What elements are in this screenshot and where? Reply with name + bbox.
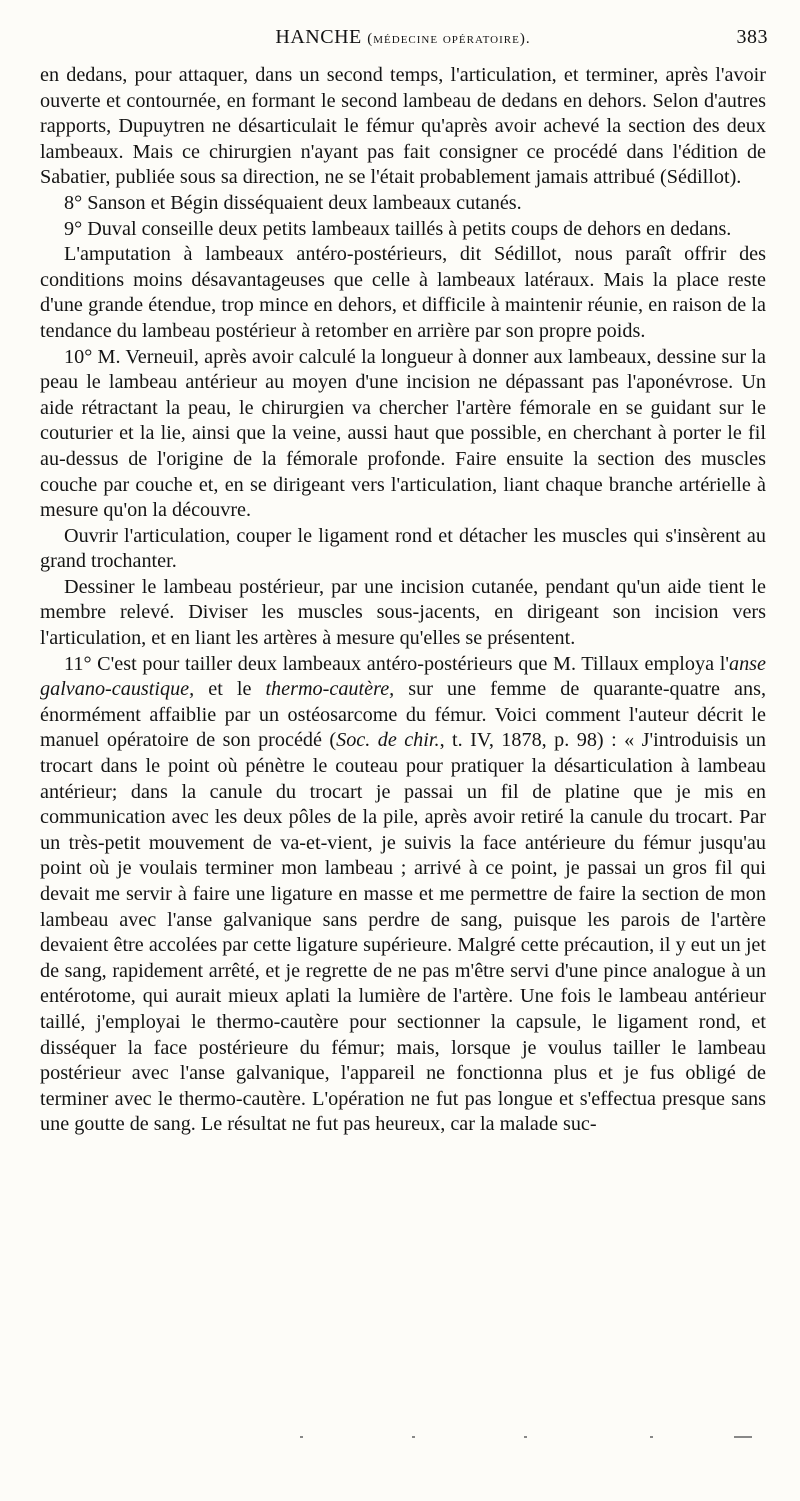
item-11-text-3: sur une femme de quarante-quatre ans, énormément affaiblie par un ostéosarcome du fémur. Voici comment l'auteur décrit le manuel opératoire de son procédé ( <box>40 678 766 752</box>
running-title: HANCHE <box>275 26 362 48</box>
paragraph-sedillot-opinion: L'amputation à lambeaux antéro-postérieurs, dit Sédillot, nous paraît offrir des conditions moins désavantageuses que celle à lambeaux latéraux. Mais la place reste d'une grande étendue, trop mince en dehors, et difficile à maintenir réunie, en raison de la tendance du lambeau postérieur à retomber en arrière par son propre poids. <box>40 243 766 342</box>
paragraph-posterior-flap: Dessiner le lambeau postérieur, par une incision cutanée, pendant qu'un aide tient le membre relevé. Diviser les muscles sous-jacents, en dirigeant son incision vers l'articulation, et en liant les artères à mesure qu'elles se présentent. <box>40 575 766 650</box>
paragraph-item-10: 10° M. Verneuil, après avoir calculé la longueur à donner aux lambeaux, dessine sur la peau le lambeau antérieur au moyen d'une incision ne dépassant pas l'aponévrose. Un aide rétractant la peau, le chirurgien va chercher l'artère fémorale en se guidant sur le couturier et la lie, ainsi que la veine, aussi haut que possible, en cherchant à porter le fil au-dessus de l'origine de la fémorale profonde. Faire ensuite la section des muscles couche par couche et, en se dirigeant vers l'articulation, liant chaque branche artérielle à mesure qu'on la découvre. <box>40 345 766 522</box>
item-11-text-2: et le <box>194 678 266 701</box>
italic-anse-galvano-caustique: anse galvano-caustique, <box>40 652 766 701</box>
running-subtitle: (médecine opératoire). <box>367 31 531 47</box>
item-11-text-1: 11° C'est pour tailler deux lambeaux antéro-postérieurs que M. Tillaux employa l' <box>64 652 729 675</box>
page-number: 383 <box>736 26 768 48</box>
paragraph-continuation: en dedans, pour attaquer, dans un second temps, l'articulation, et terminer, après l'avoir ouverte et contournée, en formant le second lambeau de dedans en dehors. Selon d'autres rapports, Dupuytren ne désarticulait le fémur qu'après avoir achevé la section des deux lambeaux. Mais ce chirurgien n'ayant pas fait consigner ce procédé dans l'édition de Sabatier, publiée sous sa direction, ne se l'était probablement jamais attribué (Sédillot). <box>40 64 766 189</box>
running-header <box>40 26 766 52</box>
paragraph-item-9: 9° Duval conseille deux petits lambeaux taillés à petits coups de dehors en dedans. <box>64 217 732 240</box>
paragraph-open-articulation: Ouvrir l'articulation, couper le ligament rond et détacher les muscles qui s'insèrent au grand trochanter. <box>40 524 766 573</box>
item-11-text-4: , t. IV, 1878, p. 98) : « J'introduisis un trocart dans le point où pénètre le couteau pour pratiquer la désarticulation à lambeau antérieur; dans la canule du trocart je passai un fil de platine que je mis en communication avec les deux pôles de la pile, après avoir retiré la canule du trocart. Par un très-petit mouvement de va-et-vient, je suivis la face antérieure du fémur jusqu'au point où je voulais terminer mon lambeau ; arrivé à ce point, je passai un gros fil qui devait me servir à faire une ligature en masse et me permettre de faire la section de mon lambeau avec l'anse galvanique sans perdre de sang, puisque les parois de l'artère devaient être accolées par cette ligature supérieure. Malgré cette précaution, il y eut un jet de sang, rapidement arrêté, et je regrette de ne pas m'être servi d'une pince analogue à un entérotome, qui aurait mieux aplati la lumière de l'artère. Une fois le lambeau antérieur taillé, j'employai le thermo-cautère pour sectionner la capsule, le ligament rond, et disséquer la face postérieure du fémur; mais, lorsque je voulus tailler le lambeau postérieur avec l'anse galvanique, l'appareil ne fonctionna plus et je fus obligé de terminer avec le thermo-cautère. L'opération ne fut pas longue et s'effectua presque sans une goutte de sang. Le résultat ne fut pas heureux, car la malade suc- <box>40 729 766 1136</box>
paragraph-item-8: 8° Sanson et Bégin disséquaient deux lambeaux cutanés. <box>64 191 522 214</box>
body-text <box>40 63 766 1138</box>
page-bottom-specks <box>0 1436 800 1446</box>
italic-citation-source: Soc. de chir. <box>336 729 440 752</box>
paragraph-item-11 <box>40 652 766 1138</box>
italic-thermo-cautere: thermo-cautère, <box>265 678 395 701</box>
document-page <box>40 26 766 1496</box>
